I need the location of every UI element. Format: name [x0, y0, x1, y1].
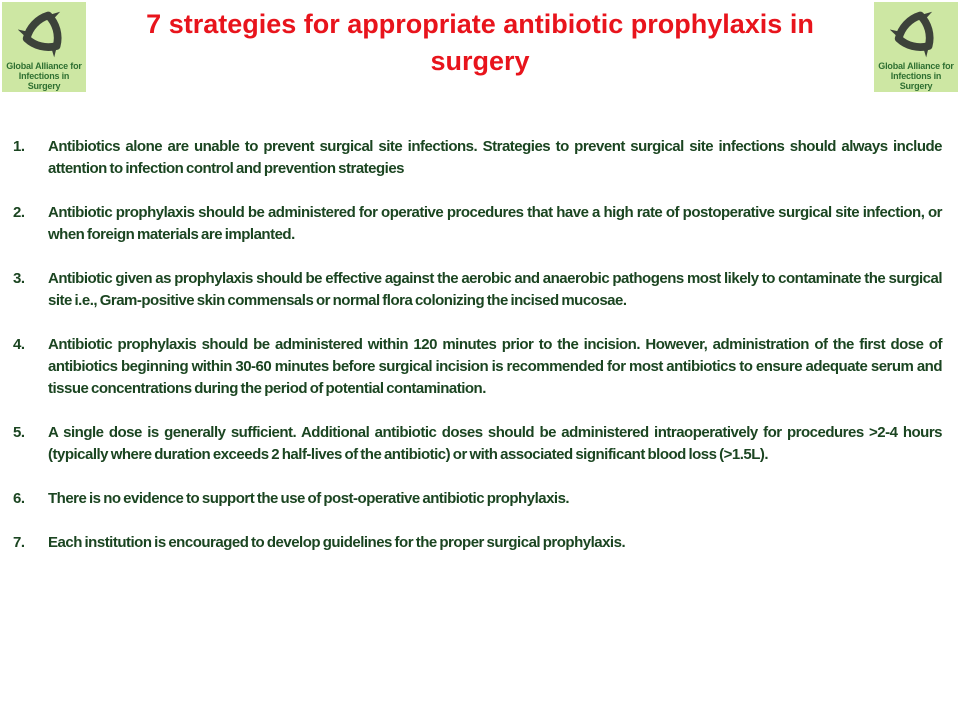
logo-caption — [2, 61, 86, 91]
item-number: 3. — [13, 270, 25, 287]
item-text: Each institution is encouraged to develop guidelines for the proper surgical prophylaxis. — [48, 534, 626, 551]
list-item — [13, 202, 942, 246]
item-text: Antibiotic prophylaxis should be administered within 120 minutes prior to the incision. However, administration of the first dose of antibiotics beginning within 30-60 minutes before surgical incision is recommended for most antibiotics to ensure adequate serum and tissue concentrations during the period of potential contamination. — [48, 336, 942, 397]
list-item — [13, 136, 942, 180]
gais-logo-left — [2, 2, 86, 92]
logo-caption-line2: Infections in Surgery — [890, 71, 942, 91]
list-item — [13, 532, 942, 554]
knot-swirl-icon — [890, 5, 942, 59]
list-item — [13, 488, 942, 510]
item-number: 1. — [13, 138, 25, 155]
strategies-list — [13, 136, 942, 576]
item-number: 4. — [13, 336, 25, 353]
gais-logo-right — [874, 2, 958, 92]
item-number: 5. — [13, 424, 25, 441]
item-text: There is no evidence to support the use of post-operative antibiotic prophylaxis. — [48, 490, 570, 507]
slide-title — [110, 6, 850, 80]
item-text: Antibiotic prophylaxis should be administered for operative procedures that have a high rate of postoperative surgical site infection, or when foreign materials are implanted. — [48, 204, 942, 243]
list-item — [13, 422, 942, 466]
knot-swirl-icon — [18, 5, 70, 59]
item-text: A single dose is generally sufficient. Additional antibiotic doses should be administered intraoperatively for procedures >2-4 hours (typically where duration exceeds 2 half-lives of the antibiotic) or with associated significant blood loss (>1.5L). — [48, 424, 942, 463]
item-number: 2. — [13, 204, 25, 221]
slide-title-line1: 7 strategies for appropriate antibiotic prophylaxis in — [146, 9, 814, 39]
logo-caption-line1: Global Alliance for — [6, 61, 82, 71]
item-text: Antibiotic given as prophylaxis should be effective against the aerobic and anaerobic pathogens most likely to contaminate the surgical site i.e., Gram-positive skin commensals or normal flora colonizing the incised mucosae. — [48, 270, 942, 309]
logo-caption-line1: Global Alliance for — [878, 61, 954, 71]
item-number: 7. — [13, 534, 25, 551]
item-text: Antibiotics alone are unable to prevent surgical site infections. Strategies to prevent surgical site infections should always include attention to infection control and prevention strategies — [48, 138, 942, 177]
list-item — [13, 334, 942, 400]
logo-caption-line2: Infections in Surgery — [18, 71, 70, 91]
item-number: 6. — [13, 490, 25, 507]
slide-title-line2: surgery — [430, 46, 530, 76]
logo-caption — [874, 61, 958, 91]
list-item — [13, 268, 942, 312]
